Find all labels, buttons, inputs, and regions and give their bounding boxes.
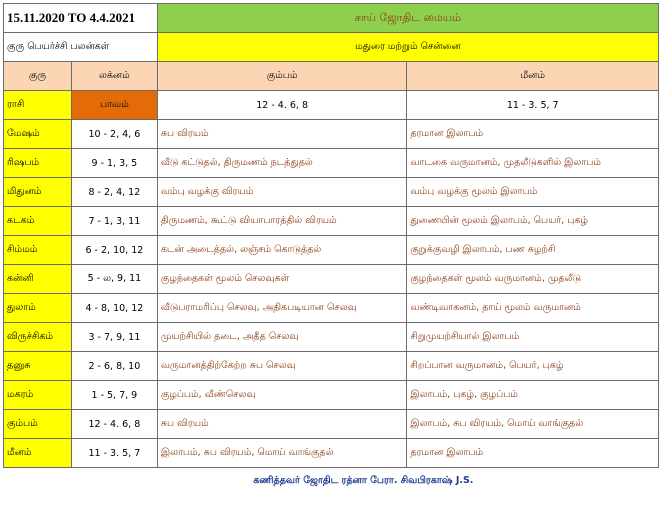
author-credit-cell[interactable]: கணித்தவர் ஜோதிட ரத்னா பேரா. சிவபிரகாஷ் J.S. — [157, 468, 658, 494]
table-row — [4, 439, 659, 468]
rasi-name-cell[interactable]: ரிஷபம் — [4, 149, 72, 178]
bhavam-cell[interactable]: 3 - 7, 9, 11 — [71, 323, 157, 352]
bhavam-label-cell[interactable]: பாவம் — [71, 91, 157, 120]
rasi-name-cell[interactable]: துலாம் — [4, 294, 72, 323]
col-meenam-cell[interactable]: மீனம் — [407, 62, 659, 91]
meenam-bhavam-cell[interactable]: 11 - 3. 5, 7 — [407, 91, 659, 120]
kumbam-bhavam-cell[interactable]: 12 - 4. 6, 8 — [157, 91, 407, 120]
meenam-result-cell[interactable]: வம்பு வழக்கு மூலம் இலாபம் — [407, 178, 659, 207]
bhavam-cell[interactable]: 10 - 2, 4, 6 — [71, 120, 157, 149]
bhavam-cell[interactable]: 8 - 2, 4, 12 — [71, 178, 157, 207]
col-guru-cell[interactable]: குரு — [4, 62, 72, 91]
table-row — [4, 410, 659, 439]
bhavam-cell[interactable]: 12 - 4. 6, 8 — [71, 410, 157, 439]
header-row-title — [4, 4, 659, 33]
table-row — [4, 149, 659, 178]
bhavam-cell[interactable]: 11 - 3. 5, 7 — [71, 439, 157, 468]
bhavam-cell[interactable]: 9 - 1, 3, 5 — [71, 149, 157, 178]
guru-peyarchi-table — [3, 3, 659, 494]
rasi-name-cell[interactable]: மகரம் — [4, 381, 72, 410]
kumbam-result-cell[interactable]: முயற்சியில் தடை, அதீத செலவு — [157, 323, 407, 352]
bhavam-cell[interactable]: 4 - 8, 10, 12 — [71, 294, 157, 323]
kumbam-result-cell[interactable]: வம்பு வழக்கு விரயம் — [157, 178, 407, 207]
table-row — [4, 294, 659, 323]
meenam-result-cell[interactable]: இலாபம், சுப விரயம், மொய் வாங்குதல் — [407, 410, 659, 439]
kumbam-result-cell[interactable]: குழப்பம், வீண்செலவு — [157, 381, 407, 410]
kumbam-result-cell[interactable]: வீடுபராமரிப்பு செலவு, அதிகபடியான செலவு — [157, 294, 407, 323]
kumbam-result-cell[interactable]: கடன் அடைத்தல், லஞ்சம் கொடுத்தல் — [157, 236, 407, 265]
rasi-label-cell[interactable]: ராசி — [4, 91, 72, 120]
meenam-result-cell[interactable]: சிறப்பான வருமானம், பெயர், புகழ் — [407, 352, 659, 381]
subtitle-left-cell[interactable]: குரு பெயர்ச்சி பலன்கள் — [4, 33, 158, 62]
meenam-result-cell[interactable]: துணையின் மூலம் இலாபம், பெயர், புகழ் — [407, 207, 659, 236]
bhavam-cell[interactable]: 6 - 2, 10, 12 — [71, 236, 157, 265]
kumbam-result-cell[interactable]: இலாபம், சுப விரயம், மொய் வாங்குதல் — [157, 439, 407, 468]
table-row — [4, 323, 659, 352]
rasi-name-cell[interactable]: சிம்மம் — [4, 236, 72, 265]
table-row — [4, 265, 659, 294]
meenam-result-cell[interactable]: தரமான இலாபம் — [407, 120, 659, 149]
column-header-row — [4, 62, 659, 91]
footer-row — [4, 468, 659, 494]
table-row — [4, 120, 659, 149]
table-row — [4, 381, 659, 410]
meenam-result-cell[interactable]: தரமான இலாபம் — [407, 439, 659, 468]
bhavam-cell[interactable]: 2 - 6, 8, 10 — [71, 352, 157, 381]
rasi-name-cell[interactable]: மேஷம் — [4, 120, 72, 149]
rasi-name-cell[interactable]: கடகம் — [4, 207, 72, 236]
table-row — [4, 236, 659, 265]
rasi-name-cell[interactable]: கும்பம் — [4, 410, 72, 439]
title-cell[interactable]: சாய் ஜோதிட மையம் — [157, 4, 658, 33]
kumbam-result-cell[interactable]: திருமணம், கூட்டு வியாபாரத்தில் விரயம் — [157, 207, 407, 236]
col-kumbam-cell[interactable]: கும்பம் — [157, 62, 407, 91]
rasi-name-cell[interactable]: தனுசு — [4, 352, 72, 381]
subtitle-right-cell[interactable]: மதுரை மற்றும் சென்னை — [157, 33, 658, 62]
bhavam-cell[interactable]: 5 - ல, 9, 11 — [71, 265, 157, 294]
bhavam-cell[interactable]: 7 - 1, 3, 11 — [71, 207, 157, 236]
kumbam-result-cell[interactable]: வீடு கட்டுதல், திருமணம் நடத்துதல் — [157, 149, 407, 178]
meenam-result-cell[interactable]: சிறுமுயற்சியால் இலாபம் — [407, 323, 659, 352]
bhavam-cell[interactable]: 1 - 5, 7, 9 — [71, 381, 157, 410]
header-row-subtitle — [4, 33, 659, 62]
meenam-result-cell[interactable]: இலாபம், புகழ், குழப்பம் — [407, 381, 659, 410]
kumbam-result-cell[interactable]: குழந்தைகள் மூலம் செலவுகள் — [157, 265, 407, 294]
rasi-header-row — [4, 91, 659, 120]
rasi-name-cell[interactable]: மிதுனம் — [4, 178, 72, 207]
rasi-name-cell[interactable]: கன்னி — [4, 265, 72, 294]
kumbam-result-cell[interactable]: வருமானத்திற்கேற்ற சுப செலவு — [157, 352, 407, 381]
meenam-result-cell[interactable]: குறுக்குவழி இலாபம், பண சுழற்சி — [407, 236, 659, 265]
rasi-name-cell[interactable]: விருச்சிகம் — [4, 323, 72, 352]
col-lagnam-cell[interactable]: லக்னம் — [71, 62, 157, 91]
kumbam-result-cell[interactable]: சுப விரயம் — [157, 120, 407, 149]
kumbam-result-cell[interactable]: சுப விரயம் — [157, 410, 407, 439]
meenam-result-cell[interactable]: வாடகை வருமானம், முதலீடுகளில் இலாபம் — [407, 149, 659, 178]
meenam-result-cell[interactable]: குழந்தைகள் மூலம் வருமானம், முதலீடு — [407, 265, 659, 294]
meenam-result-cell[interactable]: வண்டிவாகனம், தாய் மூலம் வருமானம் — [407, 294, 659, 323]
footer-empty-cell[interactable] — [4, 468, 158, 494]
table-row — [4, 178, 659, 207]
rasi-name-cell[interactable]: மீனம் — [4, 439, 72, 468]
table-row — [4, 207, 659, 236]
date-range-cell[interactable]: 15.11.2020 TO 4.4.2021 — [4, 4, 158, 33]
table-row — [4, 352, 659, 381]
